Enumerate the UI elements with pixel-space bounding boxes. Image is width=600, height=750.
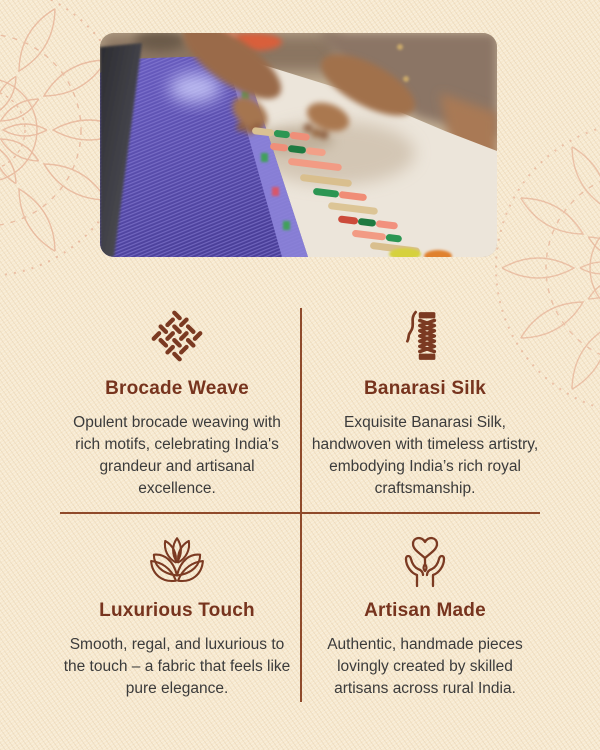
feature-title: Brocade Weave [105,378,249,399]
feature-description: Exquisite Banarasi Silk, handwoven with timeless artistry, embodying India’s rich royal craftsmanship. [311,414,539,497]
hero-image [100,33,497,257]
feature-card-artisan-made [308,532,542,700]
feature-title: Artisan Made [364,600,486,621]
thread-spool-icon [398,306,452,364]
feature-card-luxurious-touch [60,532,294,700]
feature-card-brocade-weave [60,306,294,500]
weave-pattern-icon [149,306,205,364]
grid-divider-horizontal [60,512,540,514]
feature-description: Authentic, handmade pieces lovingly created by skilled artisans across rural India. [327,636,523,697]
feature-card-banarasi-silk [308,306,542,500]
feature-title: Banarasi Silk [364,378,486,399]
lotus-icon [148,532,206,588]
hands-heart-icon [397,532,453,588]
feature-description: Smooth, regal, and luxurious to the touch – a fabric that feels like pure elegance. [63,636,291,697]
grid-divider-vertical [300,308,302,702]
feature-description: Opulent brocade weaving with rich motifs, celebrating India's grandeur and artisanal excellence. [73,414,281,497]
feature-title: Luxurious Touch [99,600,255,621]
